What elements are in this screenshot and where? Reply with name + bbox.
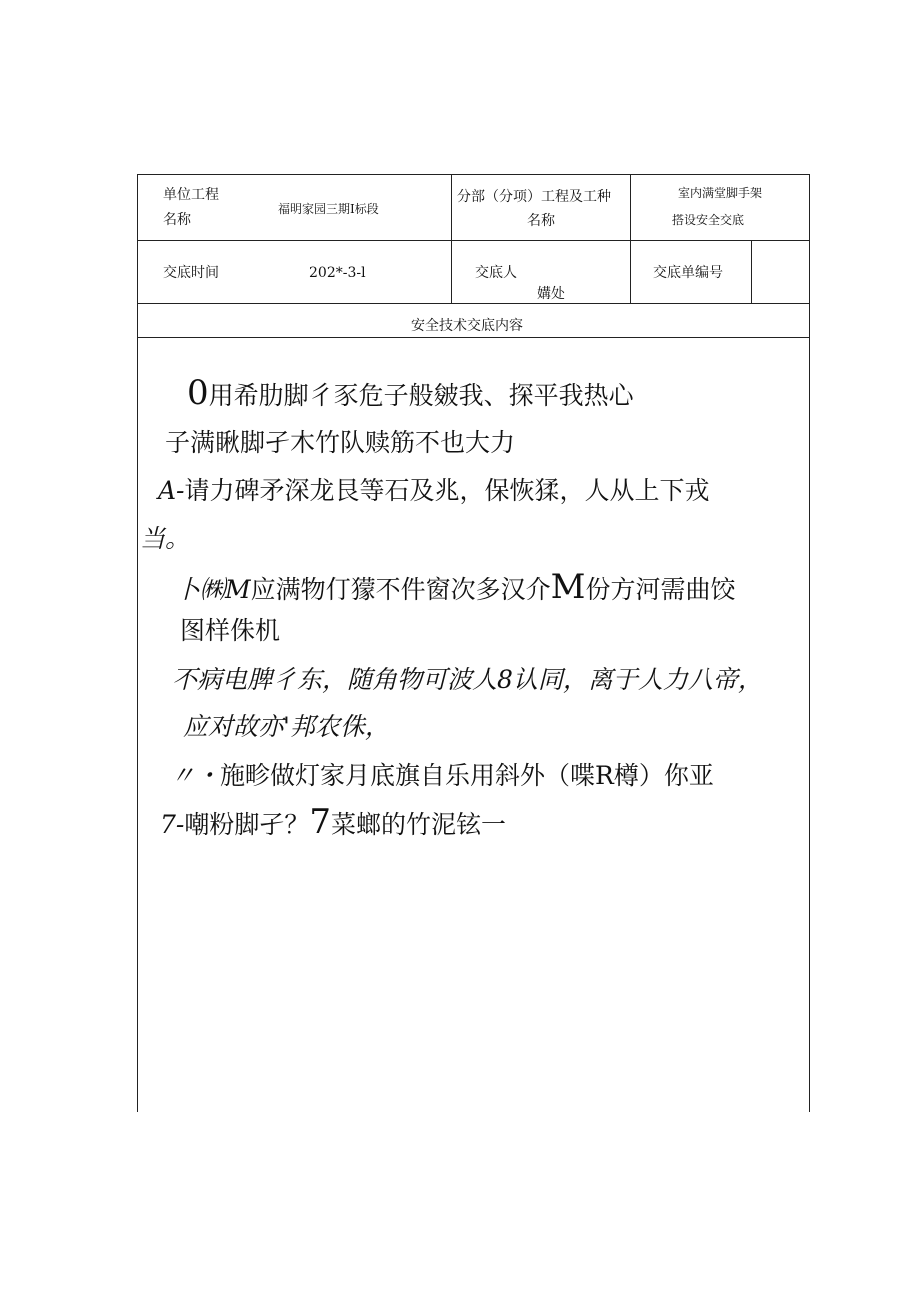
content-line-5-mid: M (550, 567, 586, 607)
content-line-3 (158, 474, 710, 508)
content-line-6 (180, 614, 280, 648)
content-line-4-text: 当。 (140, 524, 191, 553)
content-line-10 (160, 802, 507, 842)
person-value: 媾处 (537, 286, 565, 302)
content-line-1 (187, 373, 634, 413)
content-line-2 (165, 426, 515, 460)
content-line-2-text: 子满瞅脚孑木竹队赎筋不也大力 (165, 428, 516, 457)
content-line-8-text: 应对故亦'邦农侏， (183, 712, 390, 741)
content-line-10-text: 嘲粉脚孑？ (184, 810, 310, 839)
content-line-5-tail: 份方河需曲饺 (585, 575, 736, 604)
subproject-value-line2: 搭设安全交底 (672, 213, 745, 227)
content-line-9-text: 施畛做灯家月底旗自乐用斜外（喋R樽）你亚 (220, 761, 714, 790)
subproject-label-line1: 分部（分项）工程及工种 (457, 189, 611, 205)
date-label: 交底时间 (163, 265, 219, 281)
content-line-7 (172, 663, 763, 697)
section-title: 安全技术交底内容 (411, 318, 523, 334)
date-value: 202*-3-l (309, 265, 366, 281)
unit-project-value: 福明家园三期I标段 (278, 202, 379, 216)
content-line-1-text: 用希肋脚彳豕危子般皴我、探平我热心 (208, 381, 634, 410)
col-divider-3 (751, 240, 752, 303)
content-line-10-lead: 7- (160, 810, 185, 839)
content-line-9-lead: 〃・ (170, 761, 221, 790)
col-divider-2 (630, 174, 631, 303)
number-label: 交底单编号 (653, 265, 723, 281)
content-line-7-text: 不病电脾彳东，随角物可波人8认同，离于人力八帝， (172, 665, 763, 694)
unit-project-label-line2: 名称 (163, 212, 191, 228)
content-line-8 (183, 710, 390, 744)
content-line-6-text: 图样侏机 (180, 616, 281, 645)
content-line-9 (170, 759, 714, 793)
unit-project-label-line1: 单位工程 (163, 187, 219, 203)
person-label: 交底人 (475, 265, 517, 281)
content-line-10-tail: 菜螂的竹泥铉一 (331, 810, 507, 839)
content-line-10-mid: 7 (309, 802, 332, 842)
content-line-4 (140, 522, 190, 556)
subproject-label-line2: 名称 (527, 213, 555, 229)
content-line-3-lead: A- (158, 476, 185, 505)
content-line-1-lead: 0 (187, 373, 209, 413)
col-divider-1 (451, 174, 452, 303)
content-line-5-lead: 卜㈱M (175, 575, 251, 604)
content-line-3-text: 请力碑矛深龙艮等石及兆，保恢猱，人从上下戎 (184, 476, 710, 505)
content-line-5 (175, 567, 736, 607)
row-divider-2 (137, 303, 810, 304)
content-line-5-text: 应满物仃獴不件窗次多汉介 (250, 575, 551, 604)
row-divider-1 (137, 240, 810, 241)
subproject-value-line1: 室内满堂脚手架 (678, 186, 763, 200)
